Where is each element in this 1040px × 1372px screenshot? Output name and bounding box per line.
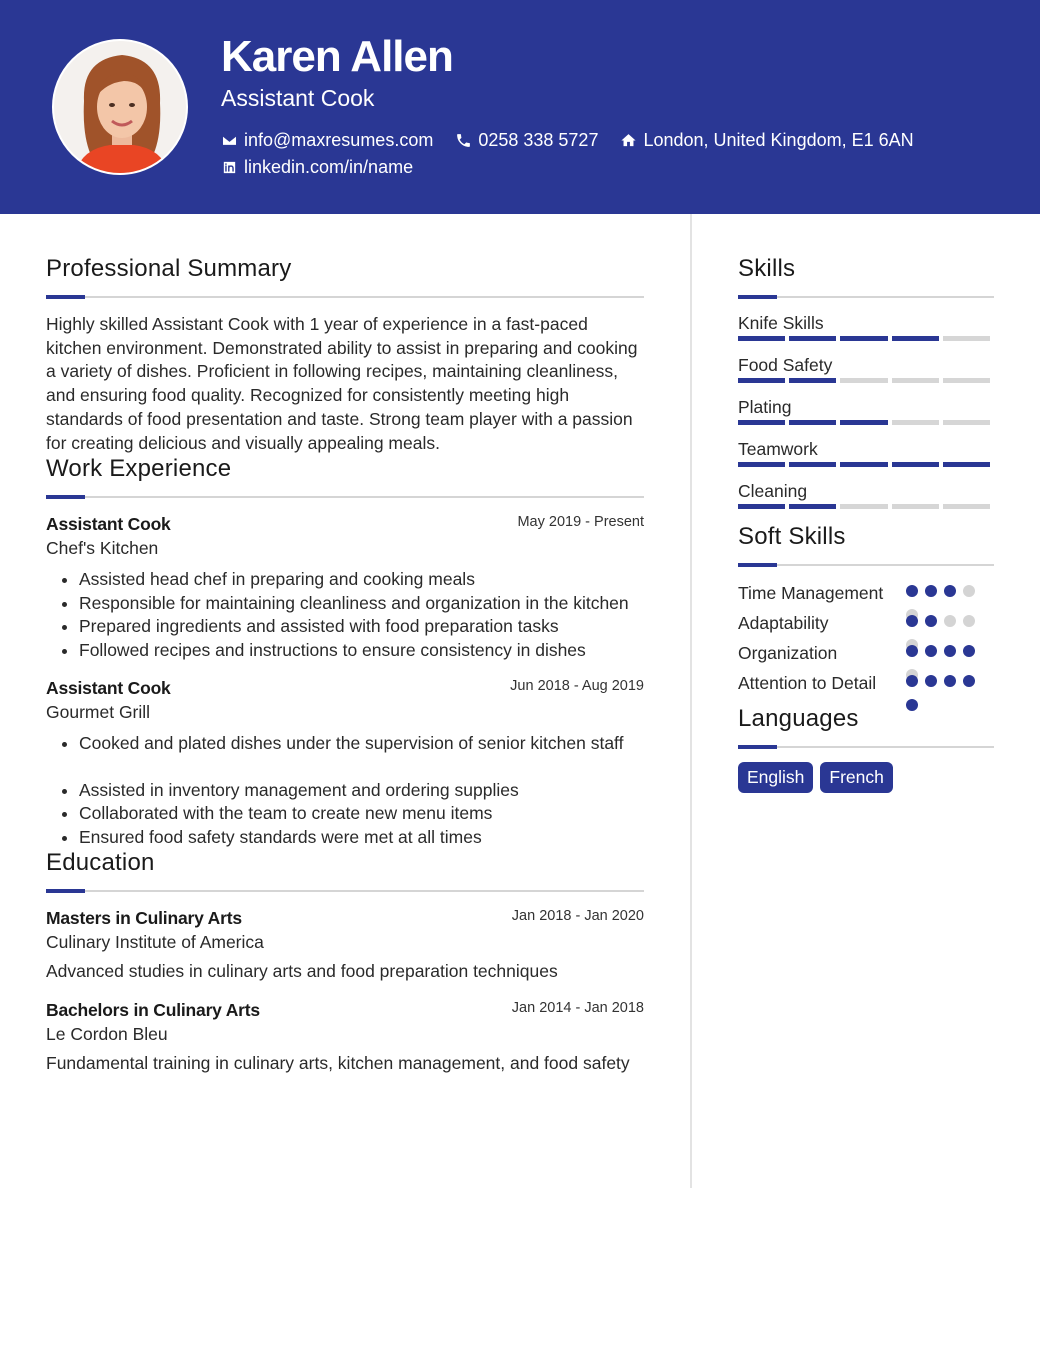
column-divider xyxy=(690,214,692,1188)
job-date: Jun 2018 - Aug 2019 xyxy=(510,678,644,695)
education-description: Advanced studies in culinary arts and food preparation techniques xyxy=(46,961,558,982)
section-title: Professional Summary xyxy=(46,255,292,282)
resume-header xyxy=(0,0,1040,214)
rating-dot xyxy=(963,645,975,657)
section-rule xyxy=(46,296,644,298)
summary-section xyxy=(46,255,644,455)
section-title: Soft Skills xyxy=(738,523,846,550)
skill-level-bar xyxy=(738,336,994,341)
rating-dot xyxy=(906,615,918,627)
rating-dot xyxy=(944,585,956,597)
rating-dot xyxy=(906,675,918,687)
linkedin-text: linkedin.com/in/name xyxy=(244,157,414,177)
rating-dot xyxy=(963,615,975,627)
language-badge: French xyxy=(820,762,892,793)
skill-bar-segment xyxy=(789,420,836,425)
education-entry xyxy=(46,1000,644,1076)
education-entry xyxy=(46,908,644,984)
rating-dot xyxy=(944,615,956,627)
soft-skill-item xyxy=(738,611,994,635)
soft-skill-name: Adaptability xyxy=(738,613,829,633)
job-title: Assistant Cook xyxy=(46,514,171,535)
section-rule xyxy=(46,890,644,892)
job-bullet: • Collaborated with the team to create new menu items xyxy=(79,802,644,826)
job-bullets xyxy=(46,732,644,849)
job-bullet: • Cooked and plated dishes under the supervision of senior kitchen staff xyxy=(79,732,644,756)
skill-name: Cleaning xyxy=(738,481,808,501)
skill-bar-segment xyxy=(789,462,836,467)
skill-bar-segment xyxy=(738,504,785,509)
section-rule xyxy=(738,564,994,566)
soft-skill-rating xyxy=(906,675,990,723)
skill-level-bar xyxy=(738,504,994,509)
candidate-role: Assistant Cook xyxy=(221,85,375,111)
skill-level-bar xyxy=(738,378,994,383)
skills-section xyxy=(738,255,994,509)
soft-skills-list xyxy=(738,581,994,695)
profile-photo-illustration xyxy=(54,41,188,175)
contact-row-2 xyxy=(221,157,435,178)
skill-name: Plating xyxy=(738,397,792,417)
skill-item xyxy=(738,397,994,425)
rating-dot xyxy=(925,615,937,627)
contact-phone[interactable] xyxy=(455,130,598,151)
candidate-name: Karen Allen xyxy=(221,32,453,81)
soft-skills-section xyxy=(738,523,994,695)
contact-email[interactable] xyxy=(221,130,433,151)
job-bullet: • Assisted in inventory management and ordering supplies xyxy=(79,779,644,803)
section-title: Work Experience xyxy=(46,455,232,483)
skill-bar-segment xyxy=(738,378,785,383)
skill-level-bar xyxy=(738,420,994,425)
skill-bar-segment xyxy=(943,420,990,425)
skill-bar-segment xyxy=(789,336,836,341)
soft-skill-item xyxy=(738,641,994,665)
soft-skill-name: Attention to Detail xyxy=(738,673,877,693)
main-column xyxy=(46,255,644,1075)
section-rule xyxy=(738,746,994,748)
skill-bar-segment xyxy=(789,378,836,383)
location-text: London, United Kingdom, E1 6AN xyxy=(643,130,914,150)
school-name: Culinary Institute of America xyxy=(46,932,264,953)
job-entry xyxy=(46,678,644,849)
education-section xyxy=(46,849,644,1075)
phone-text: 0258 338 5727 xyxy=(478,130,599,150)
degree-title: Masters in Culinary Arts xyxy=(46,908,242,929)
skill-level-bar xyxy=(738,462,994,467)
skill-name: Food Safety xyxy=(738,355,833,375)
skill-bar-segment xyxy=(892,504,939,509)
skill-item xyxy=(738,481,994,509)
skill-bar-segment xyxy=(840,420,887,425)
envelope-icon xyxy=(221,132,238,149)
education-description: Fundamental training in culinary arts, kitchen management, and food safety xyxy=(46,1052,630,1073)
profile-photo xyxy=(52,39,188,175)
job-bullet: • Responsible for maintaining cleanliness and organization in the kitchen xyxy=(79,592,644,616)
skill-bar-segment xyxy=(892,462,939,467)
contact-linkedin[interactable] xyxy=(221,157,413,178)
skills-list xyxy=(738,313,994,509)
rating-dot xyxy=(925,645,937,657)
rating-dot xyxy=(906,585,918,597)
rating-dot xyxy=(963,585,975,597)
skill-bar-segment xyxy=(840,336,887,341)
home-icon xyxy=(620,132,637,149)
job-company: Chef's Kitchen xyxy=(46,538,159,559)
rating-dot xyxy=(925,585,937,597)
section-rule xyxy=(46,496,644,498)
contact-row xyxy=(221,130,936,151)
skill-bar-segment xyxy=(840,504,887,509)
summary-text: Highly skilled Assistant Cook with 1 year of experience in a fast-paced kitchen environment. Demonstrated ability to assist in preparing and cooking a variety of dishes. Proficient in following recipes, maintaining cleanliness, and ensuring food quality. Recognized for consistently meeting high standards of food presentation and taste. Strong team player with a passion for creating delicious and visually appealing meals. xyxy=(46,314,638,453)
job-title: Assistant Cook xyxy=(46,678,171,699)
job-entry xyxy=(46,514,644,662)
skill-bar-segment xyxy=(738,420,785,425)
school-name: Le Cordon Bleu xyxy=(46,1023,168,1044)
skill-bar-segment xyxy=(738,336,785,341)
soft-skill-name: Organization xyxy=(738,643,838,663)
skill-name: Knife Skills xyxy=(738,313,824,333)
skill-bar-segment xyxy=(943,336,990,341)
skill-bar-segment xyxy=(892,336,939,341)
soft-skill-item xyxy=(738,581,994,605)
skill-bar-segment xyxy=(892,378,939,383)
rating-dot xyxy=(906,699,918,711)
skill-bar-segment xyxy=(943,378,990,383)
skill-item xyxy=(738,355,994,383)
skill-bar-segment xyxy=(840,462,887,467)
phone-icon xyxy=(455,132,472,149)
sidebar-column xyxy=(738,255,994,793)
section-title: Skills xyxy=(738,255,796,282)
skill-bar-segment xyxy=(943,462,990,467)
job-bullet: • Followed recipes and instructions to ensure consistency in dishes xyxy=(79,639,644,663)
linkedin-icon xyxy=(221,159,238,176)
skill-item xyxy=(738,439,994,467)
degree-title: Bachelors in Culinary Arts xyxy=(46,999,260,1020)
section-title: Languages xyxy=(738,705,859,732)
section-title: Education xyxy=(46,849,155,877)
skill-bar-segment xyxy=(789,504,836,509)
languages-list xyxy=(738,762,994,793)
email-text: info@maxresumes.com xyxy=(244,130,434,150)
rating-dot xyxy=(944,645,956,657)
job-date: May 2019 - Present xyxy=(517,514,644,531)
job-bullets xyxy=(46,568,644,662)
soft-skill-item xyxy=(738,671,994,695)
experience-section xyxy=(46,455,644,849)
skill-bar-segment xyxy=(892,420,939,425)
job-bullet: • Assisted head chef in preparing and cooking meals xyxy=(79,568,644,592)
job-bullet: • Ensured food safety standards were met at all times xyxy=(79,826,644,850)
rating-dot xyxy=(944,675,956,687)
language-badge: English xyxy=(738,762,813,793)
job-bullet: • Prepared ingredients and assisted with food preparation tasks xyxy=(79,615,644,639)
education-date: Jan 2018 - Jan 2020 xyxy=(511,908,644,925)
job-company: Gourmet Grill xyxy=(46,702,151,723)
rating-dot xyxy=(925,675,937,687)
rating-dot xyxy=(906,645,918,657)
skill-item xyxy=(738,313,994,341)
skill-bar-segment xyxy=(738,462,785,467)
skill-name: Teamwork xyxy=(738,439,818,459)
soft-skill-name: Time Management xyxy=(738,583,884,603)
skill-bar-segment xyxy=(840,378,887,383)
education-date: Jan 2014 - Jan 2018 xyxy=(511,999,644,1016)
section-rule xyxy=(738,296,994,298)
skill-bar-segment xyxy=(943,504,990,509)
contact-location xyxy=(620,130,913,151)
rating-dot xyxy=(963,675,975,687)
